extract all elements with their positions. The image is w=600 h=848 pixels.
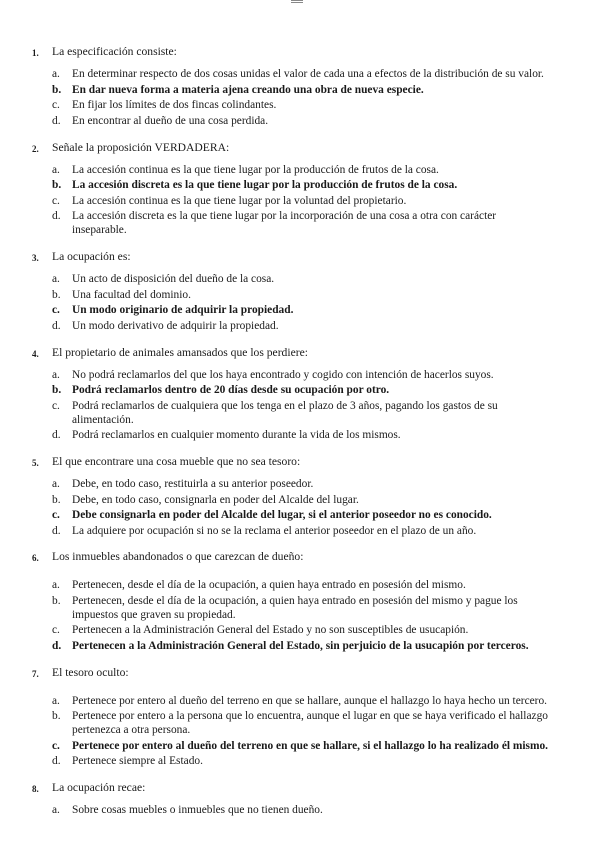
answer-option <box>52 429 552 443</box>
question-number: 3. <box>32 252 39 263</box>
question-text: El propietario de animales amansados que los perdiere: <box>52 345 308 359</box>
option-letter: c. <box>52 624 60 637</box>
option-letter: b. <box>52 710 61 723</box>
question-heading <box>32 346 552 361</box>
option-text: Pertenecen a la Administración General del Estado, sin perjuicio de la usucapión por terceros. <box>72 640 529 653</box>
option-letter: d. <box>52 755 61 768</box>
answer-option <box>52 595 552 623</box>
option-text: Debe, en todo caso, consignarla en poder del Alcalde del lugar. <box>72 493 359 506</box>
option-text: Podrá reclamarlos en cualquier momento durante la vida de los mismos. <box>72 429 401 442</box>
option-text: Pertenecen a la Administración General del Estado y no son susceptibles de usucapión. <box>72 624 469 637</box>
option-list <box>52 273 552 334</box>
option-text: La adquiere por ocupación si no se la reclama el anterior poseedor en el plazo de un año. <box>72 524 477 537</box>
answer-option <box>52 99 552 113</box>
answer-option <box>52 525 552 539</box>
option-letter: b. <box>52 83 62 96</box>
answer-option <box>52 755 552 769</box>
question-block <box>32 45 552 129</box>
option-text: Sobre cosas muebles o inmuebles que no tienen dueño. <box>72 804 323 817</box>
option-letter: a. <box>52 68 60 80</box>
option-text: Debe, en todo caso, restituirla a su anterior poseedor. <box>72 477 314 490</box>
option-text: En encontrar al dueño de una cosa perdida. <box>72 114 269 127</box>
answer-option <box>52 164 552 178</box>
option-text: Podrá reclamarlos dentro de 20 días desde su ocupación por otro. <box>72 384 390 397</box>
option-letter: b. <box>52 384 62 397</box>
option-list <box>52 478 552 539</box>
option-letter: a. <box>52 272 60 285</box>
option-text: Pertenecen, desde el día de la ocupación, a quien haya entrado en posesión del mismo. <box>72 579 466 592</box>
answer-option <box>52 115 552 129</box>
option-text: Un modo derivativo de adquirir la propiedad. <box>72 319 279 332</box>
option-text: Pertenecen, desde el día de la ocupación, a quien haya entrado en posesión del mismo y pague los impuestos que graven su propiedad. <box>72 595 518 621</box>
correct-answer-option <box>52 384 552 398</box>
question-number: 5. <box>32 457 39 468</box>
option-letter: d. <box>52 319 61 332</box>
option-letter: d. <box>52 114 61 127</box>
answer-option <box>52 624 552 638</box>
question-block <box>32 666 552 769</box>
question-number: 2. <box>32 143 39 154</box>
option-letter: c. <box>52 99 60 112</box>
question-block <box>32 141 552 238</box>
answer-option <box>52 195 552 209</box>
option-letter: d. <box>52 524 61 537</box>
answer-option <box>52 579 552 593</box>
option-letter: a. <box>52 477 60 490</box>
correct-answer-option <box>52 304 552 318</box>
answer-option <box>52 273 552 287</box>
option-letter: c. <box>52 509 60 522</box>
option-letter: b. <box>52 179 62 192</box>
answer-option <box>52 804 552 818</box>
question-block <box>32 781 552 818</box>
question-block <box>32 346 552 443</box>
option-text: Pertenece siempre al Estado. <box>72 755 203 768</box>
option-letter: a. <box>52 368 60 381</box>
question-heading <box>32 250 552 265</box>
quiz-document <box>32 45 552 830</box>
question-number: 8. <box>32 784 39 795</box>
answer-option <box>52 68 552 82</box>
correct-answer-option <box>52 740 552 754</box>
option-letter: c. <box>52 194 60 207</box>
option-text: La accesión discreta es la que tiene lugar por la incorporación de una cosa a otra con carácter inseparable. <box>72 210 497 237</box>
option-letter: b. <box>52 288 61 301</box>
correct-answer-option <box>52 179 552 193</box>
question-block <box>32 455 552 539</box>
option-letter: d. <box>52 640 62 653</box>
option-text: Pertenece por entero al dueño del terreno en que se hallare, si el hallazgo lo ha realizado él mismo. <box>72 739 549 752</box>
option-letter: a. <box>52 694 60 707</box>
answer-option <box>52 210 552 238</box>
question-heading <box>32 141 552 156</box>
option-letter: b. <box>52 595 61 608</box>
option-letter: d. <box>52 429 61 442</box>
option-text: En determinar respecto de dos cosas unidas el valor de cada una a efectos de la distribución de su valor. <box>72 68 544 80</box>
answer-option <box>52 494 552 508</box>
answer-option <box>52 400 552 428</box>
question-text: La ocupación recae: <box>52 781 146 795</box>
option-text: En dar nueva forma a materia ajena creando una obra de nueva especie. <box>72 83 424 96</box>
header-mark <box>291 0 303 3</box>
option-list <box>52 164 552 238</box>
question-heading <box>32 666 552 681</box>
option-letter: a. <box>52 804 60 817</box>
question-number: 1. <box>32 48 39 58</box>
answer-option <box>52 478 552 492</box>
question-number: 6. <box>32 553 39 564</box>
question-number: 7. <box>32 668 39 679</box>
answer-option <box>52 289 552 303</box>
option-list <box>52 68 552 129</box>
option-text: Podrá reclamarlos de cualquiera que los tenga en el plazo de 3 años, pagando los gastos de su alimentación. <box>72 399 498 426</box>
option-text: Debe consignarla en poder del Alcalde del lugar, si el anterior poseedor no es conocido. <box>72 509 492 522</box>
option-text: Pertenece por entero a la persona que lo encuentra, aunque el lugar en que se haya verificado el hallazgo pertenezca a otra persona. <box>72 710 548 737</box>
option-text: La accesión continua es la que tiene lugar por la voluntad del propietario. <box>72 194 407 207</box>
correct-answer-option <box>52 640 552 654</box>
question-heading <box>32 455 552 470</box>
question-text: La ocupación es: <box>52 249 131 263</box>
answer-option <box>52 369 552 383</box>
option-text: Un modo originario de adquirir la propiedad. <box>72 304 294 317</box>
option-list <box>52 369 552 443</box>
option-text: La accesión discreta es la que tiene lugar por la producción de frutos de la cosa. <box>72 179 458 192</box>
question-text: Señale la proposición VERDADERA: <box>52 140 230 154</box>
option-letter: a. <box>52 163 60 176</box>
option-letter: c. <box>52 304 60 317</box>
option-list <box>52 804 552 818</box>
question-heading <box>32 550 552 565</box>
option-text: Una facultad del dominio. <box>72 288 191 301</box>
option-text: Pertenece por entero al dueño del terreno en que se hallare, aunque el hallazgo lo haya hecho un tercero. <box>72 694 548 707</box>
option-letter: d. <box>52 210 61 223</box>
question-text: La especificación consiste: <box>52 45 177 58</box>
option-text: No podrá reclamarlos del que los haya encontrado y cogido con intención de hacerlos suyos. <box>72 368 494 381</box>
answer-option <box>52 695 552 709</box>
answer-option <box>52 320 552 334</box>
question-block <box>32 550 552 653</box>
option-letter: c. <box>52 739 60 752</box>
option-letter: b. <box>52 493 61 506</box>
question-text: El que encontrare una cosa mueble que no sea tesoro: <box>52 454 301 468</box>
correct-answer-option <box>52 509 552 523</box>
question-text: Los inmuebles abandonados o que carezcan de dueño: <box>52 550 304 564</box>
option-letter: c. <box>52 399 60 412</box>
question-number: 4. <box>32 348 39 359</box>
question-text: El tesoro oculto: <box>52 665 129 679</box>
option-text: En fijar los límites de dos fincas colindantes. <box>72 99 277 112</box>
option-text: Un acto de disposición del dueño de la cosa. <box>72 272 275 285</box>
question-heading <box>32 781 552 796</box>
option-list <box>52 579 552 653</box>
option-list <box>52 695 552 769</box>
question-block <box>32 250 552 334</box>
option-text: La accesión continua es la que tiene lugar por la producción de frutos de la cosa. <box>72 163 439 176</box>
correct-answer-option <box>52 84 552 98</box>
answer-option <box>52 710 552 738</box>
option-letter: a. <box>52 579 60 592</box>
question-heading <box>32 45 552 60</box>
